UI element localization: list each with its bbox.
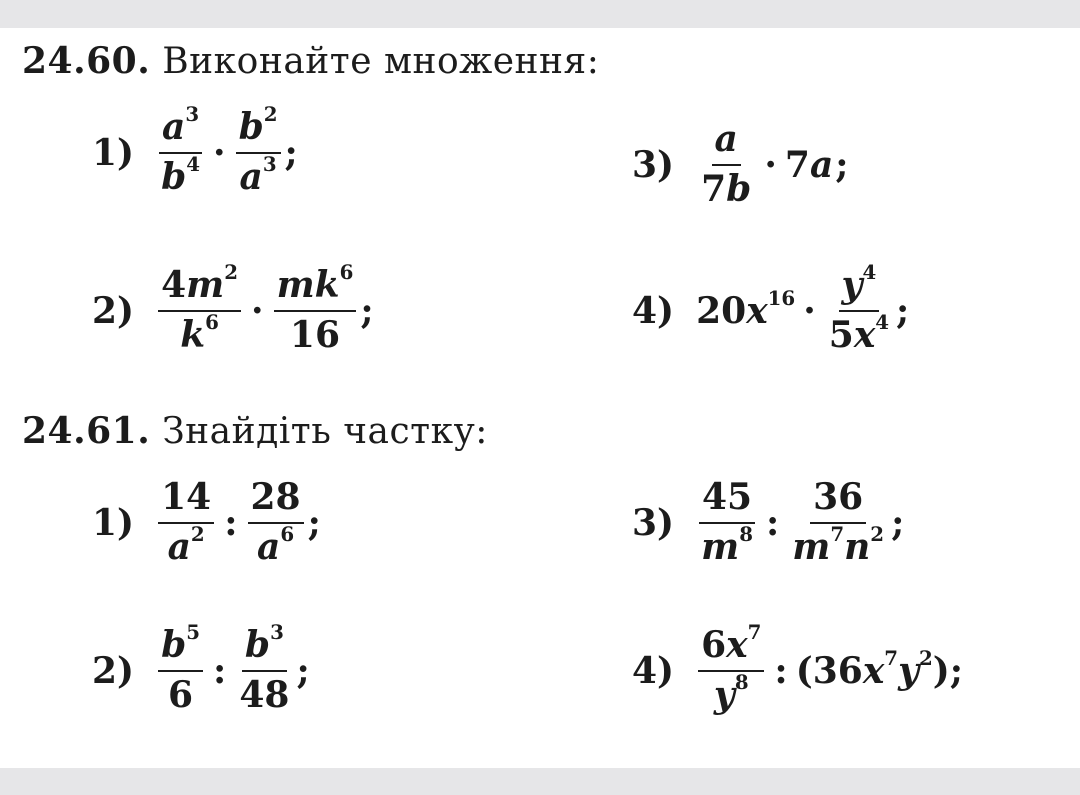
exercise-heading-24-61 bbox=[22, 410, 488, 452]
exercise-24-61-1: 1) $\frac{14}{a^2}$ : $\frac{28}{a^6}$ ; bbox=[92, 476, 321, 568]
exercise-title: Знайдіть частку: bbox=[162, 411, 488, 452]
exercise-24-61-3: 3) $\frac{45}{m^8}$ : $\frac{36}{m^7n^2}$ ; bbox=[632, 476, 905, 568]
exercise-24-60-2: 2) $\frac{4m^2}{k^6}$ · $\frac{mk^6}{16}$ ; bbox=[92, 260, 374, 356]
item-label: 3) bbox=[632, 501, 675, 544]
item-label: 3) bbox=[632, 143, 675, 186]
fraction: $\frac{b^2}{a^3}$ bbox=[236, 108, 281, 197]
item-label: 2) bbox=[92, 649, 135, 692]
fraction: $\frac{28}{a^6}$ bbox=[248, 478, 304, 567]
fraction: $\frac{b^5}{6}$ bbox=[158, 626, 203, 715]
exercise-number: 24.60. bbox=[22, 40, 151, 82]
fraction: $\frac{6x^7}{y^8}$ bbox=[698, 626, 764, 715]
item-label: 1) bbox=[92, 501, 135, 544]
exercise-24-61-4: 4) $\frac{6x^7}{y^8}$ : (36 $x^7y^2$ ); bbox=[632, 620, 964, 716]
fraction: $\frac{y^4}{5x^4}$ bbox=[828, 260, 890, 356]
fraction: $\frac{4m^2}{k^6}$ bbox=[158, 266, 241, 355]
item-label: 2) bbox=[92, 289, 135, 332]
fraction: $\frac{b^3}{48}$ bbox=[239, 620, 290, 716]
fraction: $\frac{a}{7b}$ bbox=[701, 118, 752, 210]
exercise-24-60-1: 1) $\frac{a^3}{b^4}$ · $\frac{b^2}{a^3}$ ; bbox=[92, 102, 298, 198]
item-label: 4) bbox=[632, 289, 675, 332]
fraction: $\frac{a^3}{b^4}$ bbox=[158, 108, 203, 197]
fraction: $\frac{45}{m^8}$ bbox=[698, 478, 756, 567]
textbook-page bbox=[0, 28, 1080, 768]
item-label: 1) bbox=[92, 131, 135, 174]
exercise-title: Виконайте множення: bbox=[162, 41, 600, 82]
exercise-heading-24-60 bbox=[22, 40, 599, 82]
exercise-number: 24.61. bbox=[22, 410, 151, 452]
exercise-24-60-3: 3) $\frac{a}{7b}$ · 7 a ; bbox=[632, 118, 849, 210]
item-label: 4) bbox=[632, 649, 675, 692]
exercise-24-61-2: 2) $\frac{b^5}{6}$ : $\frac{b^3}{48}$ ; bbox=[92, 620, 310, 716]
fraction: $\frac{36}{m^7n^2}$ bbox=[792, 476, 885, 568]
fraction: $\frac{14}{a^2}$ bbox=[158, 478, 214, 567]
fraction: $\frac{mk^6}{16}$ bbox=[274, 266, 357, 355]
exercise-24-60-4: 4) 20 $x^{16}$ · $\frac{y^4}{5x^4}$ ; bbox=[632, 260, 910, 356]
